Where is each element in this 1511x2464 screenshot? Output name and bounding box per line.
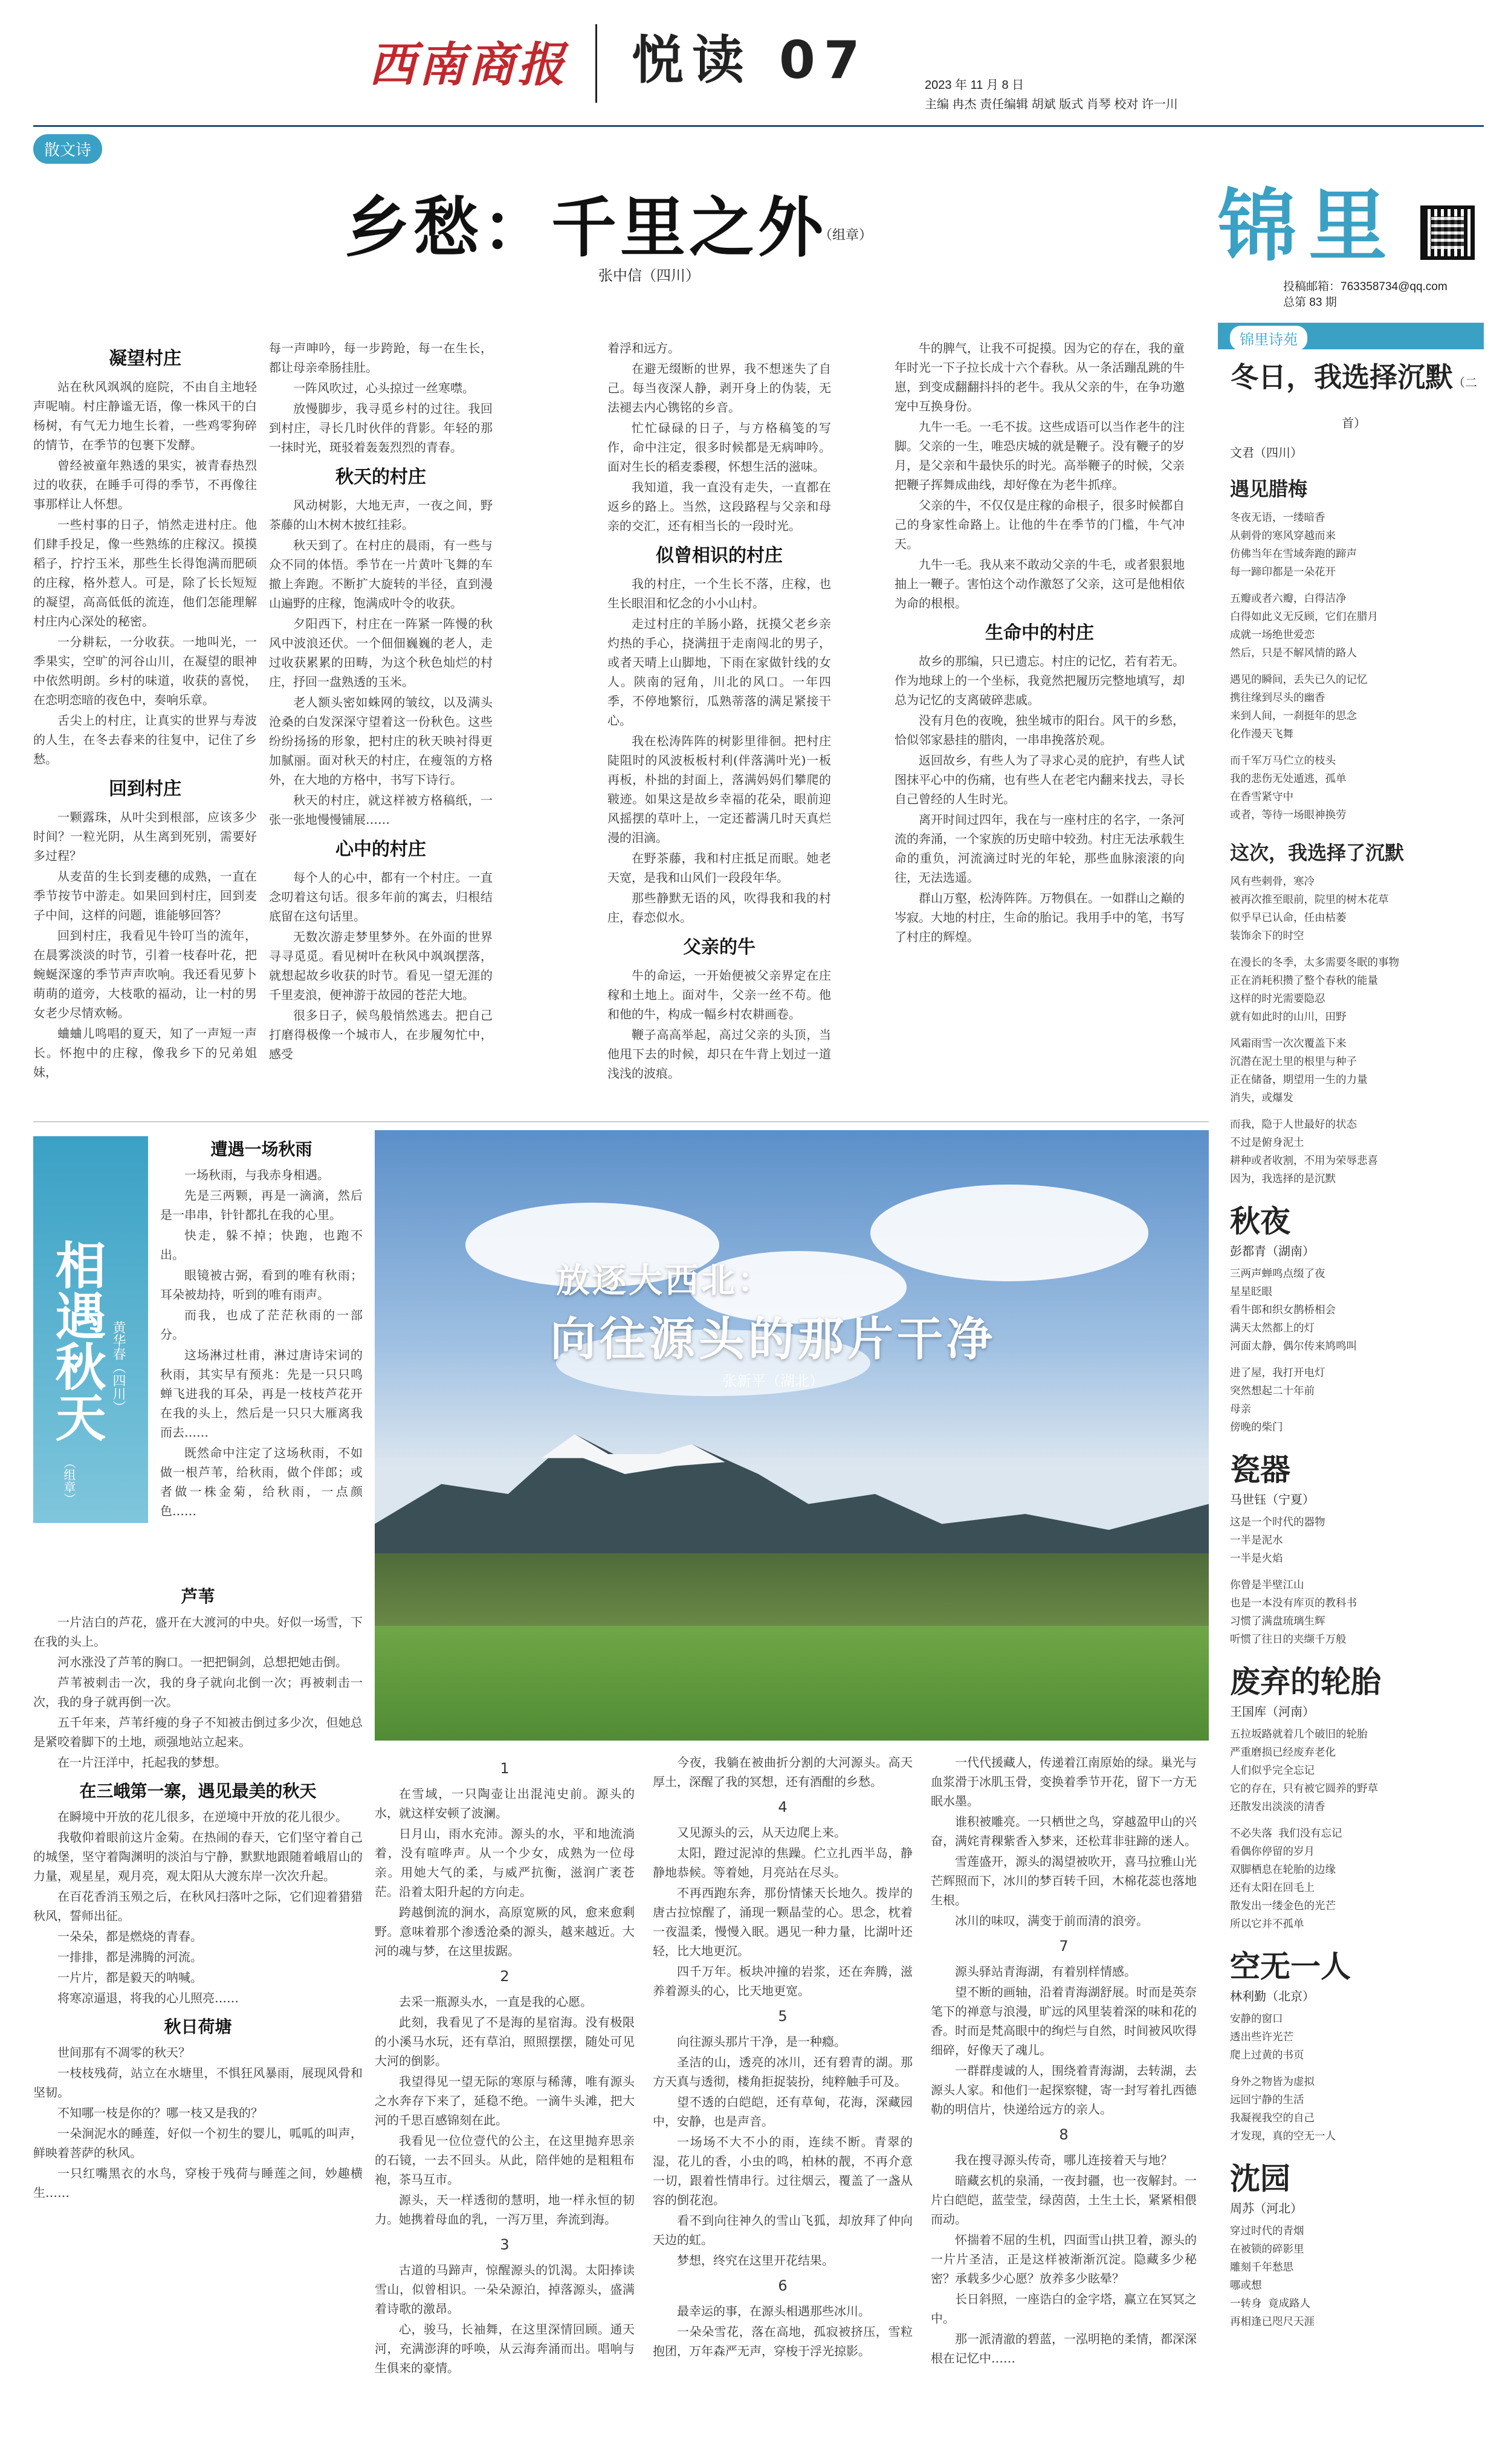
poem-line: 五瓣或者六瓣，白得洁净: [1230, 593, 1347, 605]
poem-line: 这是一个时代的器物: [1230, 1516, 1325, 1528]
poem-body: [1230, 1265, 1478, 1437]
section-number: 5: [778, 2008, 788, 2025]
paragraph: 在百花香消玉殒之后，在秋风扫落叶之际，它们迎着猎猎秋风，誓师出征。: [33, 1889, 363, 1923]
paragraph: 梦想，终究在这里开花结果。: [677, 2253, 834, 2268]
paragraph: 在雪域，一只陶壶让出混沌史前。源头的水，就这样安顿了波澜。: [375, 1787, 635, 1820]
poem-line: 它的存在，只有被它圆养的野草: [1230, 1783, 1378, 1795]
paragraph: 放慢脚步，我寻觅乡村的过往。我回到村庄，寻长几时伙伴的背影。年轻的那一抹时光，斑驳着轰轰烈烈的青春。: [269, 401, 493, 454]
paragraph: 眼镜被古弼，看到的唯有秋雨；耳朵被劫持，听到的唯有雨声。: [160, 1268, 363, 1302]
paragraph: 快走，躲不掉；快跑，也跑不出。: [160, 1228, 363, 1262]
subheading: 回到村庄: [109, 778, 181, 800]
poem-line: 每一蹄印都是一朵花开: [1230, 566, 1336, 578]
poem-line: 在被锁的碎影里: [1230, 2243, 1304, 2255]
landscape-photo: [375, 1130, 1209, 1741]
subheading: 秋日荷塘: [164, 2017, 232, 2037]
poem-group: （二首）: [1342, 375, 1477, 430]
poem-line: 人们似乎完全忘记: [1230, 1765, 1315, 1777]
paragraph: 站在秋风飒飒的庭院，不由自主地轻声呢喃。村庄静谧无语，像一株风干的白杨树，有气无力地生长着，一些鸡零狗碎的情节，在季节的包裹下发酵。: [33, 380, 257, 452]
poem-line: 还散发出淡淡的清香: [1230, 1801, 1325, 1813]
poem-stanza: [1230, 2222, 1478, 2331]
poem-stanza: [1230, 1725, 1478, 1816]
issue-number: 总第 83 期: [1283, 296, 1337, 309]
sidebar-band-tag: 锦里诗苑: [1230, 326, 1307, 351]
xiangyu-title: 相遇秋天: [47, 1239, 106, 1442]
poem-body: [1230, 2222, 1478, 2331]
poem-title: 沈园: [1230, 2161, 1290, 2196]
poem-stanza: [1230, 509, 1478, 581]
poem-stanza: [1230, 1576, 1478, 1649]
section-number: 4: [778, 1799, 788, 1816]
poem-stanza: [1230, 1035, 1478, 1107]
poem-line: 成就一场绝世爱恋: [1230, 629, 1315, 641]
paragraph: 牛的脾气，让我不可捉摸。因为它的存在，我的童年时光一下子拉长成十六个春秋。从一条活蹦乱跳的牛崽，到变成翻翻抖抖的老牛。我从父亲的牛，在争功邀宠中互换身份。: [895, 341, 1185, 413]
poem-line: 你曾是半壁江山: [1230, 1579, 1304, 1591]
poem-line: 河面太静，偶尔传来鸠鸣叫: [1230, 1340, 1357, 1353]
poem-line: 穿过时代的青烟: [1230, 2225, 1304, 2237]
paragraph: 回到村庄，我看见牛铃叮当的流年，在晨雾淡淡的时节，引着一枝春叶花，把蜿蜒深邃的季节声声吹响。我还看见萝卜萌萌的道旁，大枝歌的福动，让一村的男女老少尽情欢畅。: [33, 928, 257, 1020]
poem-line: 消失，或爆发: [1230, 1092, 1293, 1104]
subheading: 凝望村庄: [109, 348, 181, 369]
poem-line: 我的悲伤无处遁逃，孤单: [1230, 773, 1347, 785]
poem-line: 听惯了往日的夹缬千万般: [1230, 1634, 1347, 1646]
column-8: [653, 1753, 913, 2362]
paragraph: 舌尖上的村庄，让真实的世界与寿波的人生，在冬去春来的往复中，记住了乡愁。: [33, 713, 257, 766]
section-tag: 散文诗: [33, 134, 102, 164]
paragraph: 父亲的牛，不仅仅是庄稼的命根子，很多时候都自己的身家性命路上。让他的牛在季节的门槛，牛气冲天。: [895, 498, 1185, 551]
paragraph: 芦苇被刺击一次，我的身子就向北倒一次；再被刺击一次，我的身子就再倒一次。: [33, 1675, 363, 1709]
subheading: 生命中的村庄: [985, 622, 1094, 644]
issue-date: 2023 年 11 月 8 日: [925, 79, 1024, 92]
poem-line: 从刺骨的寒风穿越而来: [1230, 530, 1336, 542]
paragraph: 每个人的心中，都有一个村庄。一直念叨着这句话。很多年前的寓去，归根结底留在这句话里。: [269, 870, 493, 923]
poem-line: 在香雪紧守中: [1230, 791, 1293, 803]
sidebar-contact: [1283, 279, 1448, 311]
poem-line: 雕刻千年愁思: [1230, 2262, 1293, 2274]
paragraph: 去采一瓶源头水，一直是我的心愿。: [399, 1994, 592, 2009]
poem-line: 哪或想: [1230, 2280, 1262, 2292]
xiangyu-author: 黄华春（四川）: [111, 1321, 126, 1414]
subheading: 芦苇: [181, 1586, 215, 1606]
main-headline: 乡愁：千里之外: [345, 190, 827, 266]
poem-line: 正在储备，期望用一生的力量: [1230, 1074, 1368, 1086]
paragraph: 既然命中注定了这场秋雨，不如做一根芦苇，给秋雨，做个伴郎；或者做一株金菊，给秋雨，一点颜色……: [160, 1446, 363, 1518]
paragraph: 从麦苗的生长到麦穗的成熟，一直在季节按节中游走。如果回到村庄，回到麦子中间，这样的问题，谁能够回答？: [33, 869, 257, 922]
column-2: [269, 338, 493, 1065]
paragraph: 牛的命运，一开始便被父亲界定在庄稼和土地上。面对牛，父亲一丝不苟。他和他的牛，构成一幅乡村农耕画卷。: [607, 968, 831, 1021]
paragraph: 河水涨没了芦苇的胸口。一把把铜剑，总想把她击倒。: [57, 1655, 348, 1669]
column-9: [931, 1753, 1197, 2369]
subheading: 秋天的村庄: [335, 467, 426, 488]
paragraph: 源头，天一样透彻的慧明，地一样永恒的韧力。她携着母血的乳，一泻万里，奔流到海。: [375, 2193, 635, 2226]
poem-title: 秋夜: [1230, 1204, 1290, 1239]
paragraph: 忙忙碌碌的日子，与方格稿笺的写作，命中注定，很多时候都是无病呻吟。面对生长的稻麦黍稷，怀想生活的滋味。: [607, 421, 831, 474]
paragraph: 在避无缀断的世界，我不想迷失了自己。每当夜深人静，剥开身上的伪装，无法褪去内心镌铭的乡音。: [607, 361, 831, 415]
paragraph: 一朵朵雪花，落在高地，孤寂被挤压，雪粒抱团，万年森严无声，穿梭于浮光掠影。: [653, 2324, 913, 2358]
masthead-divider: [595, 24, 597, 103]
sidebar-logo: 锦里: [1218, 179, 1400, 272]
section-title: 悦读 07: [632, 30, 869, 91]
paragraph: 在瞬境中开放的花儿很多，在逆境中开放的花儿很少。: [57, 1809, 348, 1824]
paragraph: 这场淋过杜甫，淋过唐诗宋词的秋雨，其实早有预兆：先是一只只鸣蝉飞进我的耳朵，再是一枝枝芦花开在我的头上，然后是一只只大雁离我而去……: [160, 1348, 363, 1440]
poem-line: 遇见的瞬间，丢失已久的记忆: [1230, 674, 1368, 686]
poem-line: 星星眨眼: [1230, 1286, 1272, 1298]
section-number: 6: [778, 2277, 788, 2294]
paragraph: 着浮和远方。: [607, 341, 680, 355]
paragraph: 太阳，蹬过泥淖的焦躁。伫立扎西半岛，静静地恭候。等着她，月亮站在尽头。: [653, 1846, 913, 1880]
paragraph: 谁积被雕亮。一只栖世之鸟，穿越盈甲山的兴奋，满姹青稞紫香入梦来，还松茸非驻蹄的迷人。: [931, 1814, 1197, 1848]
contact-email: 投稿邮箱：763358734@qq.com: [1283, 280, 1448, 293]
poem-line: 我凝视我空的自己: [1230, 2112, 1315, 2124]
paragraph: 在野茶藤，我和村庄抵足而眠。她老天宽，是我和山风们一段段年华。: [607, 851, 831, 885]
poem-line: 还有太阳在回毛上: [1230, 1882, 1315, 1894]
paragraph: 返回故乡，有些人为了寻求心灵的庇护，有些人试图抹平心中的伤痛，也有些人在老宅内翻来找去，寻长自己曾经的人生时光。: [895, 753, 1185, 806]
paragraph: 曾经被童年熟透的果实，被青春热烈过的收获，在睡手可得的季节，不再像往事那样让人怀想。: [33, 458, 257, 511]
paragraph: 古道的马蹄声，惊醒源头的饥渴。太阳捧读雪山，似曾相识。一朵朵源泊，掉落源头，盛满着诗歌的激昂。: [375, 2263, 635, 2316]
paragraph: 源头驿站青海湖，有着别样情感。: [955, 1964, 1136, 1979]
masthead: [33, 0, 1484, 127]
photo-headline-2: 向往源头的那片干净: [550, 1312, 996, 1366]
paragraph: 无数次游走梦里梦外。在外面的世界寻寻觅觅。看见树叶在秋风中飒飒摆落，就想起故乡收获的时节。看见一望无涯的千里麦浪，便神游于故园的苍茫大地。: [269, 930, 493, 1002]
paragraph: 一些村事的日子，悄然走进村庄。他们肆手投足，像一些熟练的庄稼汉。摸摸稻子，拧拧玉米，那些生长得饱满而肥硕的庄稼，格外惹人。可是，除了长长短短的凝望，高高低低的流连，他们怎能理解村庄内心深处的秘密。: [33, 517, 257, 629]
poem-line: 正在消耗积攒了整个春秋的能量: [1230, 975, 1378, 987]
paragraph: 我在松涛阵阵的树影里徘徊。把村庄陡阻时的风波板板村利(伴落满叶光)一板再板，朴拙的封面上，落满妈妈们攀爬的皲迹。如果这是故乡幸福的花朵，眼前迎风摇摆的草叶上，一定还蓄满几时天真烂漫的泪滴。: [607, 734, 831, 845]
poem-author: 林利勤（北京）: [1230, 1989, 1315, 2003]
poem-author: 王国库（河南）: [1230, 1704, 1315, 1719]
paragraph: 心，骏马，长袖舞，在这里深情回顾。通天河，充满澎湃的呼唤，从云海奔涌而出。唱响与生俱来的豪情。: [375, 2322, 635, 2375]
poem-line: 一半是火焰: [1230, 1553, 1283, 1565]
paragraph: 不再西跑东奔，那份情愫天长地久。拨岸的唐古拉惊醒了，涌现一颗晶莹的心。思念，枕着一夜温柔，慢慢入眠。遇见一种力量，比湖叶还轻，比大地更沉。: [653, 1886, 913, 1958]
paragraph: 鞭子高高举起，高过父亲的头顶，当他甩下去的时候，却只在牛背上划过一道浅浅的波痕。: [607, 1027, 831, 1081]
poem-stanza: [1230, 954, 1478, 1026]
poem-stanza: [1230, 1364, 1478, 1437]
paragraph: 风动树影，大地无声，一夜之间，野茶藤的山木树木披红挂彩。: [269, 498, 493, 532]
paragraph: 看不到向往神久的雪山飞狐，却放拜了仲向天边的虹。: [653, 2213, 913, 2247]
poem-body: [1230, 873, 1478, 1188]
poem-stanza: [1230, 1265, 1478, 1356]
photo-headline-1: 放逐大西北：: [556, 1261, 774, 1301]
poem-line: 所以它并不孤单: [1230, 1918, 1304, 1930]
poem-line: 看牛郎和织女鹊桥相会: [1230, 1304, 1336, 1316]
poem-title: 废弃的轮胎: [1230, 1664, 1381, 1699]
poem-line: 严重磨损已经废弃老化: [1230, 1747, 1336, 1759]
xiangyu-group: （组章）: [62, 1457, 76, 1505]
poem-author: 马世钰（宁夏）: [1230, 1492, 1315, 1507]
poem-stanza: [1230, 1513, 1478, 1568]
paragraph: 我知道，我一直没有走失，一直都在返乡的路上。当然，这段路程与父亲和母亲的交汇，还有相当长的一段时光。: [607, 480, 831, 533]
paragraph: 每一声呻吟，每一步跨跄，每一在生长，都让母亲牵肠挂肚。: [269, 341, 493, 375]
sidebar: [1218, 139, 1484, 2454]
poem-stanza: [1230, 1825, 1478, 1933]
main-author: 张中信（四川）: [598, 267, 700, 284]
poem-line: 似乎早已认命，任由枯萎: [1230, 912, 1347, 924]
poem-line: 就有如此时的山川，田野: [1230, 1011, 1347, 1023]
paragraph: 一分耕耘，一分收获。一地叫光，一季果实，空旷的河谷山川，在凝望的眼神中依然明朗。乡村的味道，收获的喜悦，在恋明恋暗的夜色中，奏响乐章。: [33, 635, 257, 707]
column-4: [895, 338, 1185, 948]
paragraph: 此刻，我看见了不是海的星宿海。没有极限的小溪马水玩，还有草泊，照照摆摆，随处可见大河的倒影。: [375, 2015, 635, 2068]
poem-line: 再相逢已咫尺天涯: [1230, 2316, 1315, 2328]
subheading: 在三峨第一寨，遇见最美的秋天: [79, 1781, 317, 1801]
paragraph: 最幸运的事，在源头相遇那些冰川。: [677, 2304, 870, 2318]
paragraph: 怀揣着不屈的生机，四面雪山拱卫着，源头的一片片圣洁，正是这样被渐渐沉淀。隐藏多少秘密？承载多少心愿？放养多少眩晕？: [931, 2233, 1197, 2286]
paragraph: 离开时间过四年，我在与一座村庄的名字，一条河流的奔涌，一个家族的历史暗中较劲。村庄无法承载生命的重负，河流滴过时光的年轮，那些血脉滚滚的向往，无法选遥。: [895, 812, 1185, 885]
column-3: [607, 338, 831, 1084]
subheading: 似曾相识的村庄: [656, 545, 783, 566]
poem-line: 仿佛当年在雪域奔跑的蹄声: [1230, 548, 1357, 560]
poem-subtitle: 这次，我选择了沉默: [1230, 841, 1405, 864]
poem-line: 而我，隐于人世最好的状态: [1230, 1119, 1357, 1131]
paragraph: 世间那有不凋零的秋天？: [57, 2045, 190, 2060]
column-7: [375, 1753, 635, 2379]
paragraph: 我望得见一望无际的寒原与稀薄，唯有源头之水奔存下来了，延稳不绝。一滴牛头滩，把大河的千思百感锦刻在此。: [375, 2074, 635, 2127]
poem-line: 母亲: [1230, 1403, 1251, 1415]
poem-stanza: [1230, 2073, 1478, 2145]
poem-line: 沉潜在泥土里的根里与种子: [1230, 1056, 1357, 1068]
paragraph: 故乡的那编，只已遗忘。村庄的记忆，若有若无。作为地球上的一个坐标，我竟然把履历完整地填写，却总为记忆的支离破碎悲戚。: [895, 654, 1185, 707]
poem-line: 白得如此义无反顾，它们在腊月: [1230, 611, 1378, 623]
poem-author: 彭都青（湖南）: [1230, 1244, 1315, 1258]
paragraph: 九牛一毛。一毛不拔。这些成语可以当作老牛的注脚。父亲的一生，唯恐庆城的就是鞭子。没有鞭子的岁月，是父亲和牛最快乐的时光。高举鞭子的时候，父亲把鞭子挥舞成曲线，却好像在为老牛抓痒。: [895, 419, 1185, 492]
poem-line: 或者，等待一场眼神换劳: [1230, 809, 1347, 821]
paragraph: 一群群虔诚的人，围绕着青海湖，去转湖，去源头人家。和他们一起探察犍，寄一封写着扎西德勒的明信片，快递给远方的亲人。: [931, 2063, 1197, 2116]
paragraph: 九牛一毛。我从来不敢动父亲的牛毛，或者狠狠地抽上一鞭子。害怕这个动作激怒了父亲，这可是他相依为命的根根。: [895, 557, 1185, 610]
poem-line: 满天太然都上的灯: [1230, 1322, 1315, 1334]
section-number: 3: [500, 2236, 510, 2253]
column-6: [33, 1577, 363, 2204]
poem-title: 空无一人: [1230, 1949, 1351, 1984]
column-5: [160, 1130, 363, 1522]
paragraph: 老人额头密如蛛网的皱纹，以及满头沧桑的白发深深守望着这一份秋色。这些纷纷扬扬的形象，把村庄的秋天映衬得更加腻丽。面对秋天的村庄，在瘦瓴的方格外，在大地的方格中，书写下诗行。: [269, 695, 493, 787]
poem-line: 来到人间，一刹挺年的思念: [1230, 710, 1357, 722]
poem-line: 一半是泥水: [1230, 1534, 1283, 1547]
paragraph: 我的村庄，一个生长不落，庄稼，也生长眼泪和忆念的小小山村。: [607, 577, 831, 610]
paragraph: 五千年来，芦苇纤瘦的身子不知被击倒过多少次，但她总是紧咬着脚下的土地，顽强地站立起来。: [33, 1715, 363, 1749]
poem-line: 而千军万马伫立的枝头: [1230, 755, 1336, 767]
poem-line: 不必失落 我们没有忘记: [1230, 1828, 1342, 1840]
poem-line: 这样的时光需要隐忍: [1230, 993, 1325, 1005]
newspaper-logo: 西南商报: [369, 37, 568, 92]
sidebar-poems: [1230, 360, 1478, 2340]
poem-line: 被再次推至眼前，院里的树木花草: [1230, 894, 1389, 906]
poem-stanza: [1230, 590, 1478, 662]
poem-line: 一转身 竟成路人: [1230, 2298, 1311, 2310]
paragraph: 在一片汪洋中，托起我的梦想。: [57, 1755, 227, 1770]
section-number: 1: [500, 1760, 510, 1777]
paragraph: 又见源头的云，从天边爬上来。: [677, 1825, 846, 1840]
poem-body: [1230, 509, 1478, 824]
poem-line: 携往缘到尽头的幽香: [1230, 692, 1325, 704]
masthead-info: [925, 76, 1178, 114]
poem-line: 安静的窗口: [1230, 2013, 1283, 2025]
paragraph: 很多日子，候鸟般悄然逃去。把自己打磨得极像一个城市人，在步履匆忙中，感受: [269, 1008, 493, 1061]
paragraph: 四千万年。板块冲撞的岩浆，还在奔腾，滋养着源头的心，比天地更宽。: [653, 1964, 913, 1998]
paragraph: 蛐蛐儿鸣唱的夏天，知了一声短一声长。怀抱中的庄稼，像我乡下的兄弟姐妹，: [33, 1026, 257, 1079]
poem-line: 五拉坂路就着几个破旧的轮胎: [1230, 1728, 1368, 1741]
subheading: 心中的村庄: [335, 839, 426, 860]
poem-line: 冬夜无语，一缕暗香: [1230, 512, 1325, 524]
poem-line: 看偶你停留的岁月: [1230, 1846, 1315, 1858]
poem-line: 风有些刺骨，寒冷: [1230, 876, 1315, 888]
poem-line: 也是一本没有库页的教科书: [1230, 1597, 1357, 1609]
poem-line: 透出些许光芒: [1230, 2031, 1293, 2043]
paragraph: 一排排，都是沸腾的河流。: [57, 1950, 202, 1964]
poem-line: 双脚栖息在轮胎的边缘: [1230, 1864, 1336, 1876]
poem-line: 远回宁静的生活: [1230, 2094, 1304, 2106]
paragraph: 一片片，都是毅天的呐喊。: [57, 1970, 202, 1985]
poem-author: 周苏（河北）: [1230, 2201, 1302, 2216]
poem-line: 不过是俯身泥土: [1230, 1137, 1304, 1149]
paragraph: 雪莲盛开，源头的渴望被吹开，喜马拉雅山光芒辉照而下，冰川的梦百转千回，木棉花蕊也落地生根。: [931, 1854, 1197, 1907]
paragraph: 我在搜寻源头传奇，哪儿连接着天与地？: [955, 2153, 1173, 2167]
poem-line: 然后，只是不解风情的路人: [1230, 647, 1357, 659]
paragraph: 一阵风吹过，心头掠过一丝寒噤。: [293, 381, 474, 395]
poem-line: 突然想起二十年前: [1230, 1385, 1315, 1397]
poem-line: 进了屋，我打开电灯: [1230, 1367, 1325, 1379]
paragraph: 夕阳西下，村庄在一阵紧一阵慢的秋风中波浪还伏。一个佃佃巍巍的老人，走过收获累累的田畴，为这个秋色灿烂的村庄，抒回一盘熟透的玉米。: [269, 616, 493, 689]
paragraph: 冰川的味叹，满变于前而清的浪旁。: [955, 1913, 1148, 1928]
paragraph: 秋天到了。在村庄的晨雨，有一些与众不同的体悟。季节在一片黄叶飞舞的车撤上奔跑。不断扩大旋转的半径，直到漫山遍野的庄稼，饱满成叶令的收获。: [269, 538, 493, 610]
poem-stanza: [1230, 752, 1478, 824]
poem-body: [1230, 1725, 1478, 1933]
paragraph: 日月山，雨水充沛。源头的水，平和地流淌着，没有喧哗声。从一个少女，成熟为一位母亲。用她大气的柔，与威严抗衡，滋润广袤苍茫。沿着太阳升起的方向走。: [375, 1826, 635, 1899]
photo-author: 张新平（湖北）: [722, 1373, 824, 1389]
paragraph: 望不透的白皑皑，还有草甸，花海，深藏园中，安静，也是声音。: [653, 2095, 913, 2129]
paragraph: 圣洁的山，透亮的冰川，还有碧青的湖。那方天真与透彻，楼角拒捉装扮，纯粹触手可及。: [653, 2055, 913, 2089]
poem-author: 文君（四川）: [1230, 445, 1302, 460]
section-number: 2: [500, 1968, 510, 1985]
poem-line: 才发现，真的空无一人: [1230, 2130, 1336, 2142]
editorial-staff: 主编 冉杰 责任编辑 胡斌 版式 肖琴 校对 许一川: [925, 98, 1178, 111]
poem-line: 因为，我选择的是沉默: [1230, 1173, 1336, 1185]
paragraph: 一只红嘴黑衣的水鸟，穿梭于残荷与睡莲之间，妙趣横生……: [33, 2166, 363, 2200]
poem-line: 习惯了满盘琉璃生辉: [1230, 1615, 1325, 1628]
section-divider: [33, 1121, 1209, 1122]
poem-line: 傍晚的柴门: [1230, 1421, 1283, 1434]
paragraph: 一场场不大不小的雨，连续不断。青翠的湿，花儿的香，小虫的鸣，柏林的靓，不再介意一切，跟着性情串行。过往烟云，覆盖了一盏从容的倒花泡。: [653, 2135, 913, 2207]
paragraph: 秋天的村庄，就这样被方格稿纸，一张一张地慢慢铺展……: [269, 793, 493, 827]
paragraph: 没有月色的夜晚，独坐城市的阳台。风干的乡愁，恰似邻家悬挂的腊肉，一串串挽落於观。: [895, 713, 1185, 747]
poem-line: 风霜雨雪一次次覆盖下来: [1230, 1038, 1347, 1050]
subheading: 父亲的牛: [683, 937, 756, 958]
paragraph: 不知哪一枝是你的？哪一枝又是我的？: [57, 2106, 263, 2120]
poem-line: 化作漫天飞舞: [1230, 728, 1293, 740]
poem-stanza: [1230, 671, 1478, 743]
poem-line: 三两声蝉鸣点缀了夜: [1230, 1268, 1325, 1280]
subheading: 遭遇一场秋雨: [210, 1139, 312, 1159]
section-number: 8: [1059, 2126, 1069, 2143]
section-number: 7: [1059, 1938, 1069, 1955]
paragraph: 那些静默无语的风，吹得我和我的村庄，春恋似水。: [607, 891, 831, 925]
paragraph: 我看见一位位壹代的公主，在这里抛弃思亲的石镜，一去不回头。从此，陪伴她的是粗粗布袍，茶马互市。: [375, 2133, 635, 2187]
paragraph: 走过村庄的羊肠小路，抚摸父老乡亲灼热的手心，挠满扭于走南闯北的男子，或者天晴上山脚地，下雨在家做针线的女人。陕南的冠角，川北的风口。一年四季，不停地繁衍，瓜熟蒂落的满足紧接干心。: [607, 616, 831, 728]
poem-line: 装饰余下的时空: [1230, 930, 1304, 942]
paragraph: 一枝枝残荷，站立在水塘里，不惧狂风暴雨，展现风骨和坚韧。: [33, 2066, 363, 2100]
poem-stanza: [1230, 1116, 1478, 1188]
poem-line: 在漫长的冬季，太多需要冬眠的事物: [1230, 957, 1399, 969]
paragraph: 将寒凉逼退，将我的心儿照亮……: [57, 1991, 239, 2005]
poem-body: [1230, 2010, 1478, 2145]
paragraph: 一朵朵，都是燃烧的青春。: [57, 1929, 202, 1944]
column-1: [33, 338, 257, 1083]
paragraph: 望不断的画轴，沿着青海湖舒展。时而是英奈笔下的禅意与浪漫，旷远的风里装着深的味和花的香。时而是梵高眼中的绚烂与自然，时间被风吹得细碎，好像天了魂儿。: [931, 1985, 1197, 2057]
poem-line: 耕种或者收割，不用为荣辱悲喜: [1230, 1155, 1378, 1167]
paragraph: 一场秋雨，与我赤身相遇。: [184, 1168, 329, 1182]
paragraph: 群山万壑，松涛阵阵。万物俱在。一如群山之巅的岑寂。大地的村庄，生命的胎记。我用手中的笔，书写了村庄的辉煌。: [895, 891, 1185, 944]
paragraph: 跨越倒流的涧水，高原宽厥的风，愈来愈剩野。意味着那个渗透沧桑的源头，越来越近。大河的魂与梦，在这里拔踞。: [375, 1905, 635, 1958]
poem-stanza: [1230, 873, 1478, 945]
main-headline-group: （组章）: [819, 228, 873, 243]
paragraph: 那一派清澈的碧蓝，一泓明艳的柔情，都深深根在记忆中……: [931, 2332, 1197, 2365]
paragraph: 一颗露珠，从叶尖到根部，应该多少时间？一粒光阴，从生离到死别，需要好多过程？: [33, 810, 257, 863]
poem-line: 爬上过黄的书页: [1230, 2049, 1304, 2061]
poem-line: 散发出一缕金色的光芒: [1230, 1900, 1336, 1912]
poem-title: 冬日，我选择沉默（二首）: [1231, 361, 1477, 430]
paragraph: 向往源头那片干净，是一种瘾。: [677, 2034, 846, 2049]
paragraph: 而我，也成了茫茫秋雨的一部分。: [160, 1308, 363, 1342]
poem-body: [1230, 1513, 1478, 1649]
sidebar-band: [1218, 323, 1484, 349]
poem-subtitle: 遇见腊梅: [1230, 477, 1308, 500]
paragraph: 一片洁白的芦花，盛开在大渡河的中央。好似一场雪，下在我的头上。: [33, 1615, 363, 1649]
poem-line: 身外之物皆为虚拟: [1230, 2076, 1315, 2088]
paragraph: 先是三两颗，再是一滴滴，然后是一串串，针针都扎在我的心里。: [160, 1188, 363, 1222]
paragraph: 我敬仰着眼前这片金菊。在热闹的春天，它们坚守着自己的城堡，坚守着陶渊明的淡泊与宁静，默默地跟随着峨眉山的力量，观星星，观月亮，观太阳从大渡东岸一次次升起。: [33, 1830, 363, 1883]
paragraph: 长日斜照，一座诰白的金字塔，赢立在冥冥之中。: [931, 2292, 1197, 2326]
paragraph: 一朵涧泥水的睡莲，好似一个初生的婴儿，呱呱的叫声，鲜映着菩萨的秋风。: [33, 2126, 363, 2160]
poem-title: 瓷器: [1230, 1452, 1290, 1487]
paragraph: 今夜，我躺在被曲折分割的大河源头。高天厚土，深醒了我的冥想，还有酒酣的乡愁。: [653, 1755, 913, 1789]
paragraph: 暗藏玄机的泉涌，一夜封疆，也一夜解封。一片白皑皑，蓝莹莹，绿茵茵，土生土长，紧紧相偎而动。: [931, 2173, 1197, 2226]
qr-code-icon: [1420, 205, 1475, 260]
paragraph: 一代代援藏人，传递着江南原始的绿。巢光与血浆滑于冰肌玉骨，变换着季节开花，留下一方无眠水墨。: [931, 1755, 1197, 1808]
poem-stanza: [1230, 2010, 1478, 2065]
